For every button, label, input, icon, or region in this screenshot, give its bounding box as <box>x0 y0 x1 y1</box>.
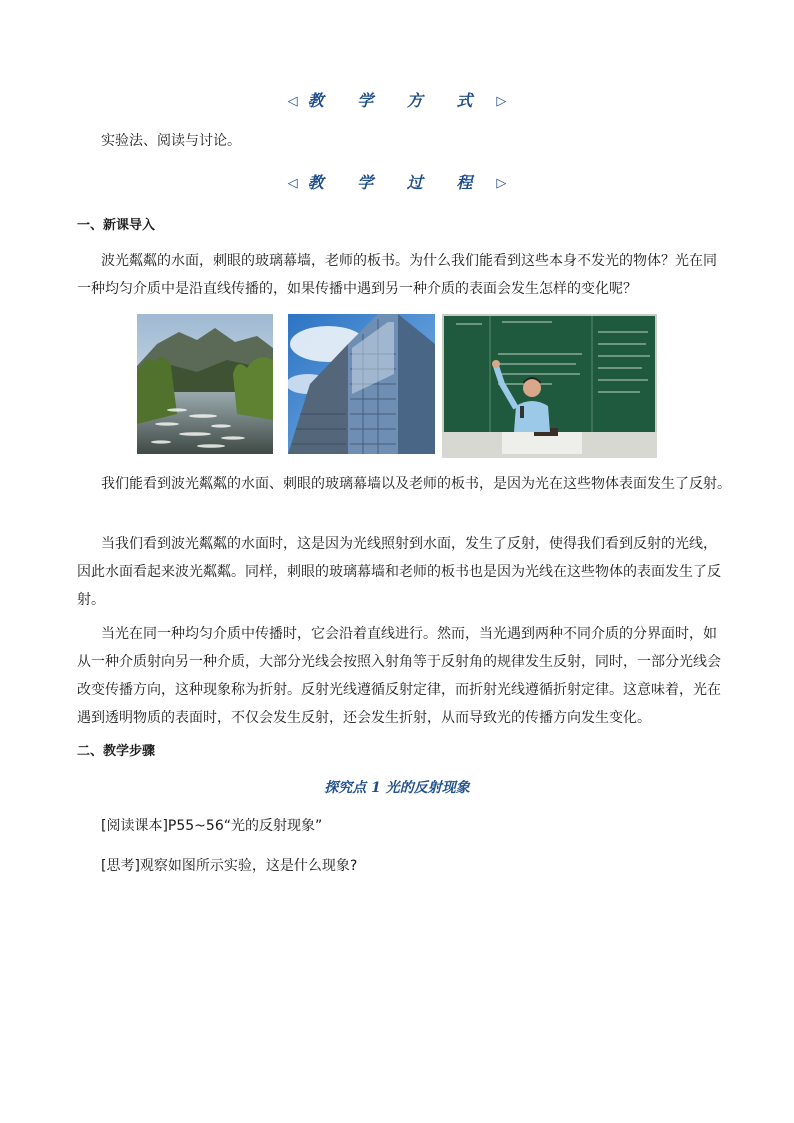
teaching-method-content: 实验法、阅读与讨论。 <box>101 133 241 149</box>
thinking-question: [思考]观察如图所示实验，这是什么现象? <box>101 858 358 874</box>
after-images-paragraph: 我们能看到波光粼粼的水面、刺眼的玻璃幕墙以及老师的板书，是因为光在这些物体表面发生了反射。 <box>101 476 731 492</box>
teaching-method-title-text: 教 学 方 式 <box>307 91 487 110</box>
section1-paragraph-2: 当我们看到波光粼粼的水面时，这是因为光线照射到水面，发生了反射，使得我们看到反射的光线，因此水面看起来波光粼粼。同样，刺眼的玻璃幕墙和老师的板书也是因为光线在这些物体的表面发生了反射。 <box>77 536 721 608</box>
teacher-blackboard-photo <box>442 314 657 458</box>
section1-intro: 波光粼粼的水面，刺眼的玻璃幕墙，老师的板书。为什么我们能看到这些本身不发光的物体？光在同一种均匀介质中是沿直线传播的，如果传播中遇到另一种介质的表面会发生怎样的变化呢？ <box>77 253 717 297</box>
reading-instruction: [阅读课本]P55~56“光的反射现象” <box>101 818 323 834</box>
teaching-process-title-text: 教 学 过 程 <box>307 173 487 192</box>
section1-paragraph-3: 当光在同一种均匀介质中传播时，它会沿着直线进行。然而，当光遇到两种不同介质的分界面时，如从一种介质射向另一种介质，大部分光线会按照入射角等于反射角的规律发生反射，同时，一部分光线会改变传播方向，这种现象称为折射。反射光线遵循反射定律，而折射光线遵循折射定律。这意味着，光在遇到透明物质的表面时，不仅会发生反射，还会发生折射，从而导致光的传播方向发生变化。 <box>77 626 721 726</box>
right-triangle-icon: ▷ <box>496 94 507 109</box>
section2-heading: 二、教学步骤 <box>77 744 156 759</box>
teaching-process-title <box>0 170 794 193</box>
left-triangle-icon: ◁ <box>287 94 298 109</box>
teaching-method-title <box>0 88 794 111</box>
left-triangle-icon: ◁ <box>287 176 298 191</box>
right-triangle-icon: ▷ <box>496 176 507 191</box>
river-photo <box>137 314 273 454</box>
explore-point-title: 探究点 1 光的反射现象 <box>324 780 470 796</box>
section1-heading: 一、新课导入 <box>77 218 156 233</box>
glass-building-photo <box>288 314 435 454</box>
